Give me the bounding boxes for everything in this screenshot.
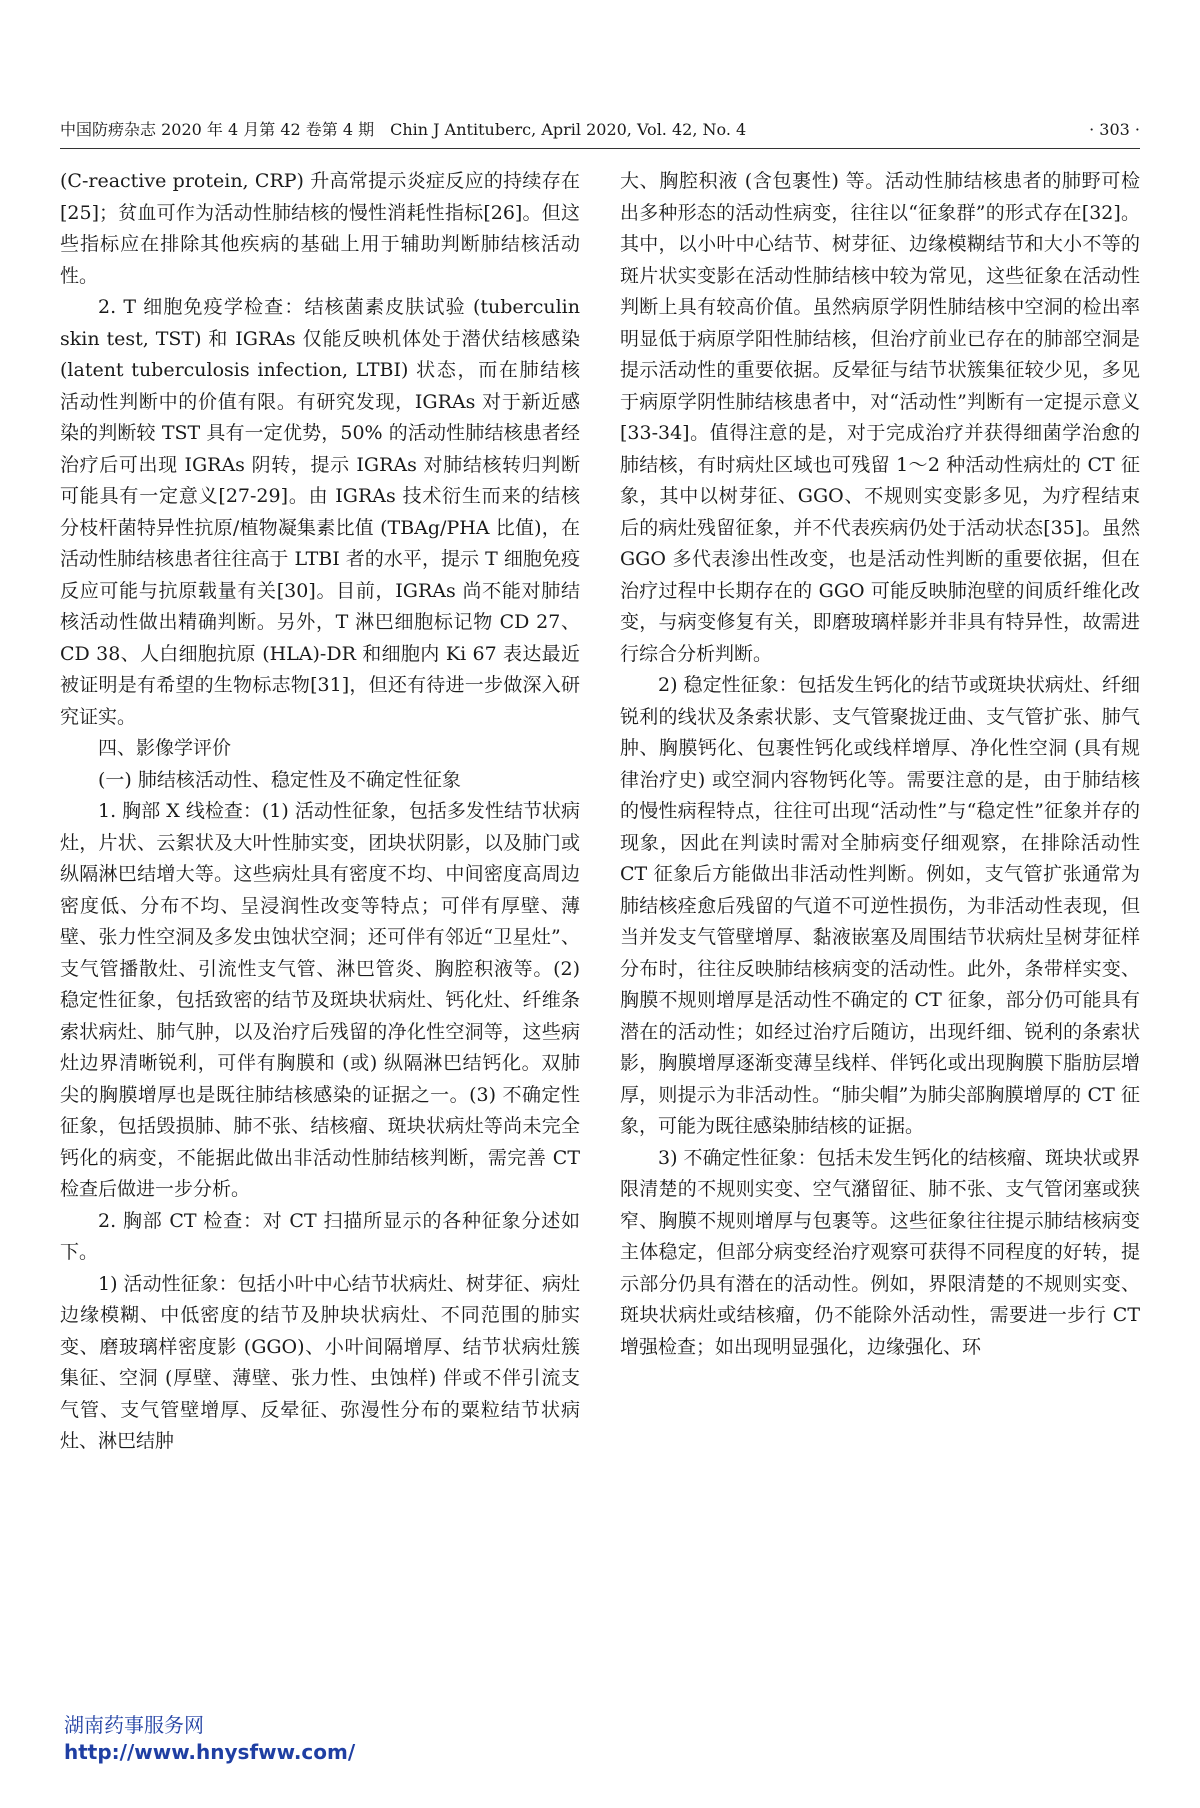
paragraph: (C-reactive protein, CRP) 升高常提示炎症反应的持续存在[25]；贫血可作为活动性肺结核的慢性消耗性指标[26]。但这些指标应在排除其他疾病的基础上用于辅助判断肺结核活动性。 — [60, 170, 580, 287]
site-name: 湖南药事服务网 — [64, 1713, 204, 1737]
watermark-footer — [64, 1712, 355, 1766]
page-number: · 303 · — [1089, 120, 1140, 139]
left-column — [60, 166, 580, 1706]
subsection-heading: (一) 肺结核活动性、稳定性及不确定性征象 — [98, 768, 461, 791]
journal-citation: 中国防痨杂志 2020 年 4 月第 42 卷第 4 期 Chin J Antituberc, April 2020, Vol. 42, No. 4 — [60, 120, 747, 139]
paragraph: 3) 不确定性征象：包括未发生钙化的结核瘤、斑块状或界限清楚的不规则实变、空气潴留征、肺不张、支气管闭塞或狭窄、胸膜不规则增厚与包裹等。这些征象往往提示肺结核病变主体稳定，但部分病变经治疗观察可获得不同程度的好转，提示部分仍具有潜在的活动性。例如，界限清楚的不规则实变、斑块状病灶或结核瘤，仍不能除外活动性，需要进一步行 CT 增强检查；如出现明显强化，边缘强化、环 — [620, 1146, 1140, 1358]
paragraph: 2) 稳定性征象：包括发生钙化的结节或斑块状病灶、纤细锐利的线状及条索状影、支气管聚拢迂曲、支气管扩张、肺气肿、胸膜钙化、包裹性钙化或线样增厚、净化性空洞 (具有规律治疗史) 或空洞内容物钙化等。需要注意的是，由于肺结核的慢性病程特点，往往可出现“活动性”与“稳定性”征象并存的现象，因此在判读时需对全肺病变仔细观察，在排除活动性 CT 征象后方能做出非活动性判断。例如，支气管扩张通常为肺结核痊愈后残留的气道不可逆性损伤，为非活动性表现，但当并发支气管壁增厚、黏液嵌塞及周围结节状病灶呈树芽征样分布时，往往反映肺结核病变的活动性。此外，条带样实变、胸膜不规则增厚是活动性不确定的 CT 征象，部分仍可能具有潜在的活动性；如经过治疗后随访，出现纤细、锐利的条索状影，胸膜增厚逐渐变薄呈线样、伴钙化或出现胸膜下脂肪层增厚，则提示为非活动性。“肺尖帽”为肺尖部胸膜增厚的 CT 征象，可能为既往感染肺结核的证据。 — [620, 674, 1140, 1137]
section-heading: 四、影像学评价 — [98, 737, 232, 759]
header-rule — [60, 148, 1140, 149]
site-url[interactable]: http://www.hnysfww.com/ — [64, 1740, 356, 1764]
paragraph: 2. T 细胞免疫学检查：结核菌素皮肤试验 (tuberculin skin test, TST) 和 IGRAs 仅能反映机体处于潜伏结核感染 (latent tuberculosis infection, LTBI) 状态，而在肺结核活动性判断中的价值有限。有研究发现，IGRAs 对于新近感染的判断较 TST 具有一定优势，50% 的活动性肺结核患者经治疗后可出现 IGRAs 阴转，提示 IGRAs 对肺结核转归判断可能具有一定意义[27-29]。由 IGRAs 技术衍生而来的结核分枝杆菌特异性抗原/植物凝集素比值 (TBAg/PHA 比值)，在活动性肺结核患者往往高于 LTBI 者的水平，提示 T 细胞免疫反应可能与抗原载量有关[30]。目前，IGRAs 尚不能对肺结核活动性做出精确判断。另外，T 淋巴细胞标记物 CD 27、CD 38、人白细胞抗原 (HLA)-DR 和细胞内 Ki 67 表达最近被证明是有希望的生物标志物[31]，但还有待进一步做深入研究证实。 — [60, 296, 580, 728]
paragraph: 1) 活动性征象：包括小叶中心结节状病灶、树芽征、病灶边缘模糊、中低密度的结节及肿块状病灶、不同范围的肺实变、磨玻璃样密度影 (GGO)、小叶间隔增厚、结节状病灶簇集征、空洞 (厚壁、薄壁、张力性、虫蚀样) 伴或不伴引流支气管、支气管壁增厚、反晕征、弥漫性分布的粟粒结节状病灶、淋巴结肿 — [60, 1272, 580, 1452]
running-header — [60, 116, 1140, 144]
paragraph: 大、胸腔积液 (含包裹性) 等。活动性肺结核患者的肺野可检出多种形态的活动性病变，往往以“征象群”的形式存在[32]。其中，以小叶中心结节、树芽征、边缘模糊结节和大小不等的斑片状实变影在活动性肺结核中较为常见，这些征象在活动性判断上具有较高价值。虽然病原学阴性肺结核中空洞的检出率明显低于病原学阳性肺结核，但治疗前业已存在的肺部空洞是提示活动性的重要依据。反晕征与结节状簇集征较少见，多见于病原学阴性肺结核患者中，对“活动性”判断有一定提示意义[33-34]。值得注意的是，对于完成治疗并获得细菌学治愈的肺结核，有时病灶区域也可残留 1～2 种活动性病灶的 CT 征象，其中以树芽征、GGO、不规则实变影多见，为疗程结束后的病灶残留征象，并不代表疾病仍处于活动状态[35]。虽然 GGO 多代表渗出性改变，也是活动性判断的重要依据，但在治疗过程中长期存在的 GGO 可能反映肺泡壁的间质纤维化改变，与病变修复有关，即磨玻璃样影并非具有特异性，故需进行综合分析判断。 — [620, 170, 1140, 665]
paragraph: 2. 胸部 CT 检查：对 CT 扫描所显示的各种征象分述如下。 — [60, 1209, 580, 1263]
paragraph: 1. 胸部 X 线检查：(1) 活动性征象，包括多发性结节状病灶，片状、云絮状及大叶性肺实变，团块状阴影，以及肺门或纵隔淋巴结增大等。这些病灶具有密度不均、中间密度高周边密度低、分布不均、呈浸润性改变等特点；可伴有厚壁、薄壁、张力性空洞及多发虫蚀状空洞；还可伴有邻近“卫星灶”、支气管播散灶、引流性支气管、淋巴管炎、胸腔积液等。(2) 稳定性征象，包括致密的结节及斑块状病灶、钙化灶、纤维条索状病灶、肺气肿，以及治疗后残留的净化性空洞等，这些病灶边界清晰锐利，可伴有胸膜和 (或) 纵隔淋巴结钙化。双肺尖的胸膜增厚也是既往肺结核感染的证据之一。(3) 不确定性征象，包括毁损肺、肺不张、结核瘤、斑块状病灶等尚未完全钙化的病变，不能据此做出非活动性肺结核判断，需完善 CT 检查后做进一步分析。 — [60, 800, 580, 1200]
right-column — [620, 166, 1140, 1706]
